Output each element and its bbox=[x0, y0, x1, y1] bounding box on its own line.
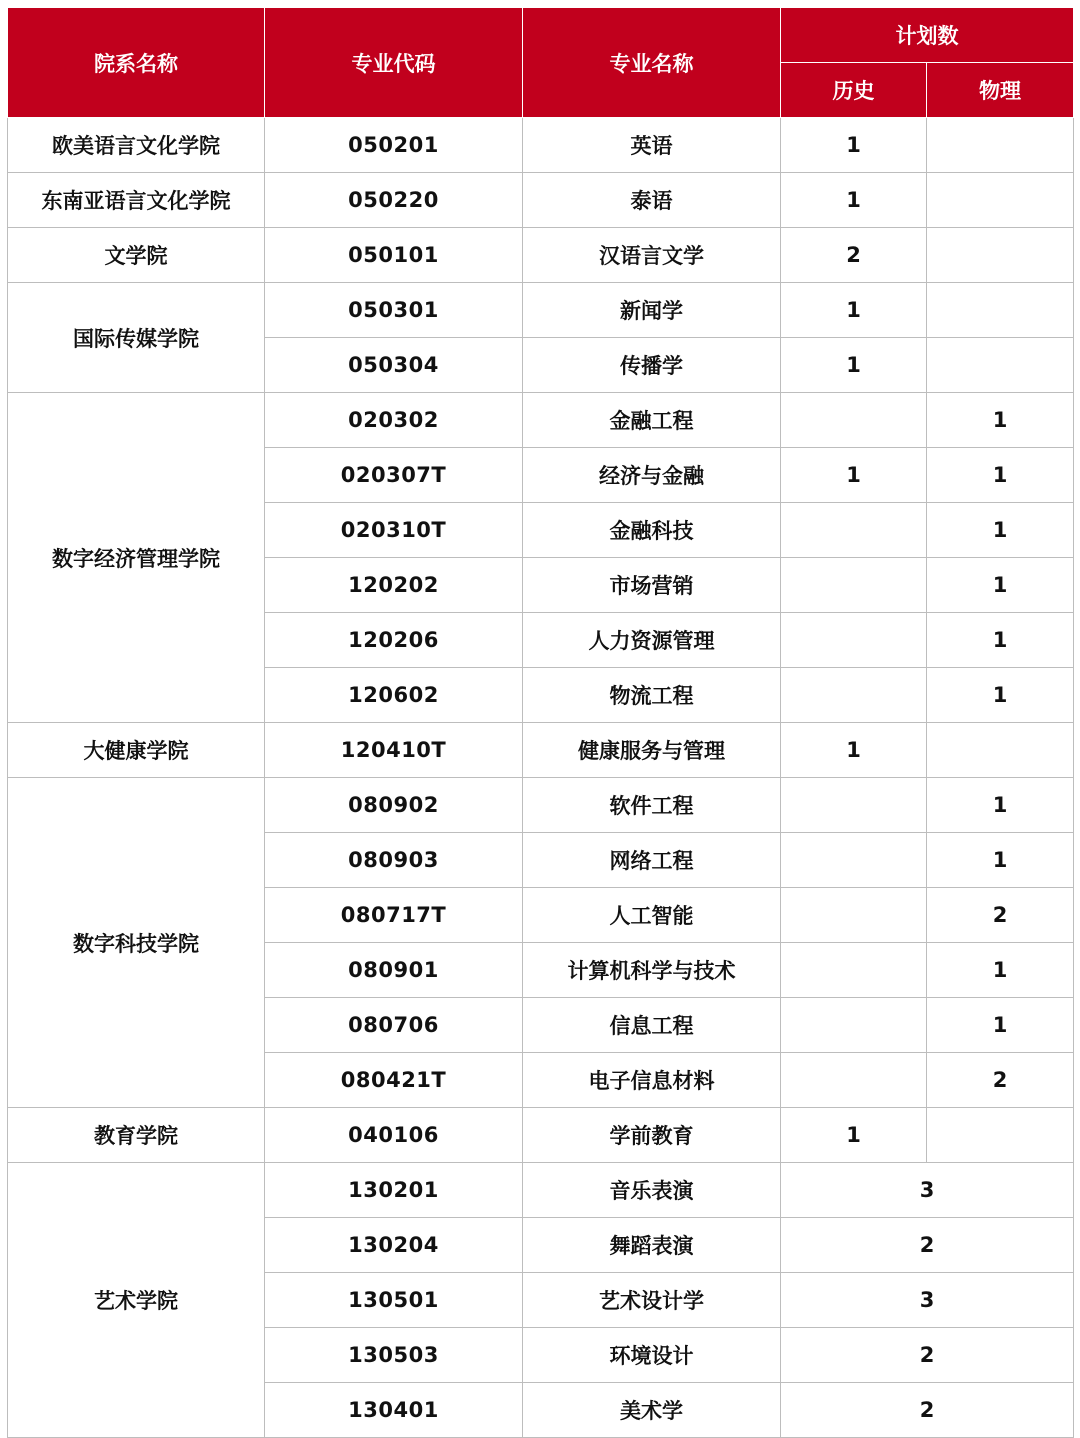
major-name-cell: 市场营销 bbox=[523, 558, 781, 613]
plan-physics-cell: 1 bbox=[927, 393, 1074, 448]
plan-physics-cell bbox=[927, 228, 1074, 283]
major-name-cell: 软件工程 bbox=[523, 778, 781, 833]
plan-history-cell bbox=[781, 998, 927, 1053]
plan-history-cell: 1 bbox=[781, 1108, 927, 1163]
table-row bbox=[8, 228, 1074, 283]
major-name-cell: 环境设计 bbox=[523, 1328, 781, 1383]
major-code-cell: 080903 bbox=[265, 833, 523, 888]
header-code: 专业代码 bbox=[265, 8, 523, 118]
major-code-cell: 050220 bbox=[265, 173, 523, 228]
plan-physics-cell: 1 bbox=[927, 778, 1074, 833]
major-code-cell: 040106 bbox=[265, 1108, 523, 1163]
major-code-cell: 120202 bbox=[265, 558, 523, 613]
table-row bbox=[8, 723, 1074, 778]
dept-cell: 大健康学院 bbox=[8, 723, 265, 778]
plan-history-cell: 1 bbox=[781, 338, 927, 393]
major-name-cell: 音乐表演 bbox=[523, 1163, 781, 1218]
plan-combined-cell: 2 bbox=[781, 1328, 1074, 1383]
plan-history-cell: 1 bbox=[781, 283, 927, 338]
plan-physics-cell bbox=[927, 1108, 1074, 1163]
table-row bbox=[8, 1108, 1074, 1163]
table-row bbox=[8, 1163, 1074, 1218]
major-code-cell: 050201 bbox=[265, 118, 523, 173]
table-row bbox=[8, 173, 1074, 228]
major-name-cell: 学前教育 bbox=[523, 1108, 781, 1163]
plan-physics-cell bbox=[927, 338, 1074, 393]
major-code-cell: 120206 bbox=[265, 613, 523, 668]
plan-history-cell bbox=[781, 503, 927, 558]
plan-history-cell bbox=[781, 558, 927, 613]
header-name: 专业名称 bbox=[523, 8, 781, 118]
major-code-cell: 080902 bbox=[265, 778, 523, 833]
major-code-cell: 130503 bbox=[265, 1328, 523, 1383]
header-history: 历史 bbox=[781, 63, 927, 118]
major-code-cell: 020310T bbox=[265, 503, 523, 558]
dept-cell: 东南亚语言文化学院 bbox=[8, 173, 265, 228]
plan-history-cell bbox=[781, 778, 927, 833]
table-header bbox=[8, 8, 1074, 118]
plan-history-cell: 2 bbox=[781, 228, 927, 283]
plan-physics-cell bbox=[927, 118, 1074, 173]
plan-history-cell bbox=[781, 613, 927, 668]
plan-history-cell bbox=[781, 1053, 927, 1108]
plan-physics-cell: 1 bbox=[927, 833, 1074, 888]
major-name-cell: 金融工程 bbox=[523, 393, 781, 448]
major-code-cell: 050301 bbox=[265, 283, 523, 338]
header-physics: 物理 bbox=[927, 63, 1074, 118]
header-dept: 院系名称 bbox=[8, 8, 265, 118]
major-name-cell: 舞蹈表演 bbox=[523, 1218, 781, 1273]
major-name-cell: 汉语言文学 bbox=[523, 228, 781, 283]
dept-cell: 数字经济管理学院 bbox=[8, 393, 265, 723]
major-name-cell: 泰语 bbox=[523, 173, 781, 228]
major-name-cell: 新闻学 bbox=[523, 283, 781, 338]
major-name-cell: 艺术设计学 bbox=[523, 1273, 781, 1328]
major-code-cell: 050304 bbox=[265, 338, 523, 393]
dept-cell: 文学院 bbox=[8, 228, 265, 283]
plan-history-cell bbox=[781, 833, 927, 888]
major-code-cell: 080717T bbox=[265, 888, 523, 943]
major-name-cell: 英语 bbox=[523, 118, 781, 173]
major-code-cell: 130401 bbox=[265, 1383, 523, 1438]
plan-physics-cell bbox=[927, 723, 1074, 778]
plan-history-cell: 1 bbox=[781, 118, 927, 173]
major-code-cell: 130204 bbox=[265, 1218, 523, 1273]
plan-physics-cell: 1 bbox=[927, 668, 1074, 723]
major-name-cell: 人工智能 bbox=[523, 888, 781, 943]
table-row bbox=[8, 778, 1074, 833]
enrollment-plan-table bbox=[7, 7, 1074, 1438]
major-name-cell: 传播学 bbox=[523, 338, 781, 393]
plan-history-cell: 1 bbox=[781, 448, 927, 503]
major-name-cell: 计算机科学与技术 bbox=[523, 943, 781, 998]
major-name-cell: 人力资源管理 bbox=[523, 613, 781, 668]
plan-table-wrapper bbox=[7, 7, 1073, 1438]
major-code-cell: 080901 bbox=[265, 943, 523, 998]
major-code-cell: 050101 bbox=[265, 228, 523, 283]
major-code-cell: 020307T bbox=[265, 448, 523, 503]
major-code-cell: 120602 bbox=[265, 668, 523, 723]
dept-cell: 数字科技学院 bbox=[8, 778, 265, 1108]
major-code-cell: 130501 bbox=[265, 1273, 523, 1328]
major-name-cell: 信息工程 bbox=[523, 998, 781, 1053]
plan-combined-cell: 2 bbox=[781, 1218, 1074, 1273]
dept-cell: 国际传媒学院 bbox=[8, 283, 265, 393]
plan-history-cell: 1 bbox=[781, 723, 927, 778]
major-name-cell: 金融科技 bbox=[523, 503, 781, 558]
table-body bbox=[8, 118, 1074, 1438]
plan-combined-cell: 3 bbox=[781, 1163, 1074, 1218]
plan-physics-cell bbox=[927, 283, 1074, 338]
major-code-cell: 020302 bbox=[265, 393, 523, 448]
plan-physics-cell: 1 bbox=[927, 503, 1074, 558]
major-code-cell: 080421T bbox=[265, 1053, 523, 1108]
major-name-cell: 健康服务与管理 bbox=[523, 723, 781, 778]
plan-history-cell bbox=[781, 888, 927, 943]
major-name-cell: 电子信息材料 bbox=[523, 1053, 781, 1108]
dept-cell: 欧美语言文化学院 bbox=[8, 118, 265, 173]
plan-physics-cell: 1 bbox=[927, 943, 1074, 998]
plan-history-cell bbox=[781, 943, 927, 998]
plan-physics-cell: 1 bbox=[927, 998, 1074, 1053]
plan-combined-cell: 3 bbox=[781, 1273, 1074, 1328]
major-name-cell: 网络工程 bbox=[523, 833, 781, 888]
plan-physics-cell: 1 bbox=[927, 613, 1074, 668]
major-name-cell: 经济与金融 bbox=[523, 448, 781, 503]
major-code-cell: 120410T bbox=[265, 723, 523, 778]
plan-physics-cell bbox=[927, 173, 1074, 228]
major-code-cell: 130201 bbox=[265, 1163, 523, 1218]
table-row bbox=[8, 283, 1074, 338]
major-name-cell: 物流工程 bbox=[523, 668, 781, 723]
plan-physics-cell: 1 bbox=[927, 448, 1074, 503]
header-plan: 计划数 bbox=[781, 8, 1074, 63]
plan-physics-cell: 2 bbox=[927, 888, 1074, 943]
major-code-cell: 080706 bbox=[265, 998, 523, 1053]
plan-physics-cell: 1 bbox=[927, 558, 1074, 613]
dept-cell: 教育学院 bbox=[8, 1108, 265, 1163]
plan-combined-cell: 2 bbox=[781, 1383, 1074, 1438]
table-row bbox=[8, 393, 1074, 448]
plan-history-cell bbox=[781, 393, 927, 448]
major-name-cell: 美术学 bbox=[523, 1383, 781, 1438]
plan-history-cell bbox=[781, 668, 927, 723]
plan-history-cell: 1 bbox=[781, 173, 927, 228]
plan-physics-cell: 2 bbox=[927, 1053, 1074, 1108]
dept-cell: 艺术学院 bbox=[8, 1163, 265, 1438]
table-row bbox=[8, 118, 1074, 173]
